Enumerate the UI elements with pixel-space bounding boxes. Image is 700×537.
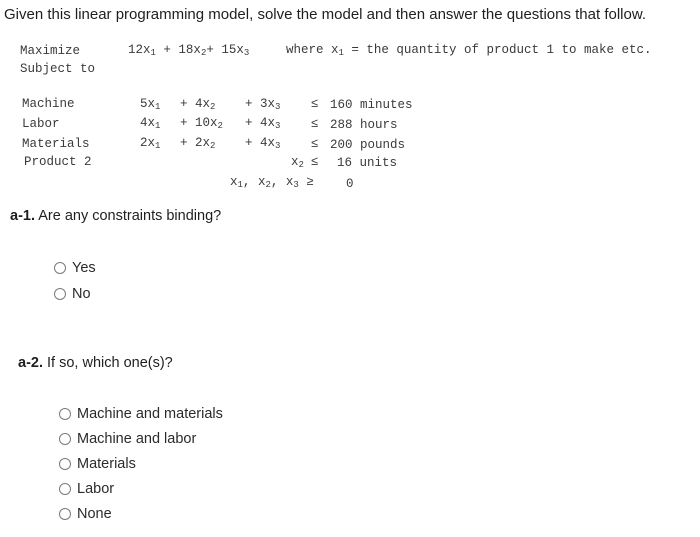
constraint-name-materials: Materials <box>22 137 90 151</box>
constraint-name-product2: Product 2 <box>24 155 92 169</box>
machine-op: ≤ <box>311 97 319 111</box>
question-a2-text: If so, which one(s)? <box>43 355 173 371</box>
labor-x1: $4x_1$ <box>140 116 161 131</box>
question-a1-text: Are any constraints binding? <box>35 208 222 224</box>
option-labor[interactable]: Labor <box>59 481 114 497</box>
option-yes[interactable]: Yes <box>54 260 96 276</box>
radio-icon[interactable] <box>54 288 66 300</box>
radio-icon[interactable] <box>59 408 71 420</box>
option-materials[interactable]: Materials <box>59 456 136 472</box>
product2-op: ≤ <box>311 155 319 169</box>
machine-x2: + $4x_2$ <box>180 97 216 112</box>
labor-x2: + $10x_2$ <box>180 116 223 131</box>
option-machine-and-labor[interactable]: Machine and labor <box>59 431 196 447</box>
materials-op: ≤ <box>311 137 319 151</box>
question-a1-label: a-1. <box>10 208 35 224</box>
materials-x3: + $4x_3$ <box>245 136 281 151</box>
subject-to-label: Subject to <box>20 62 96 76</box>
question-a2 <box>18 355 173 371</box>
nonneg-vars: $x_1$, $x_2$, $x_3$ ≥ <box>230 175 314 190</box>
objective-term-2: + 18x <box>155 43 201 57</box>
option-none[interactable]: None <box>59 506 112 522</box>
labor-rhs: 288 hours <box>330 118 398 132</box>
maximize-label: Maximize <box>20 44 81 58</box>
radio-icon[interactable] <box>59 433 71 445</box>
objective-function <box>128 43 249 58</box>
question-a2-label: a-2. <box>18 355 43 371</box>
product2-var: $x_2$ <box>291 155 304 170</box>
constraint-name-labor: Labor <box>22 117 60 131</box>
materials-rhs: 200 pounds <box>330 138 406 152</box>
page-title: Given this linear programming model, solve the model and then answer the questions that follow. <box>4 6 647 23</box>
labor-op: ≤ <box>311 117 319 131</box>
radio-icon[interactable] <box>54 262 66 274</box>
product2-rhs: 16 units <box>337 156 398 170</box>
machine-x1: $5x_1$ <box>140 97 161 112</box>
question-a1 <box>10 208 221 224</box>
constraint-name-machine: Machine <box>22 97 75 111</box>
materials-x2: + $2x_2$ <box>180 136 216 151</box>
radio-icon[interactable] <box>59 458 71 470</box>
where-post: = the quantity of product 1 to make etc. <box>343 43 652 57</box>
radio-icon[interactable] <box>59 483 71 495</box>
sub-1: 1 <box>150 48 156 58</box>
sub-3: 3 <box>243 48 250 58</box>
option-no[interactable]: No <box>54 286 91 302</box>
where-pre: where x <box>286 43 339 57</box>
machine-x3: + $3x_3$ <box>245 97 281 112</box>
objective-term-3: + 15x <box>206 43 244 57</box>
objective-term-1: 12x <box>128 43 151 57</box>
radio-icon[interactable] <box>59 508 71 520</box>
where-sub: 1 <box>338 48 344 58</box>
sub-2: 2 <box>200 48 207 58</box>
where-note <box>286 43 651 58</box>
nonneg-rhs: 0 <box>346 177 354 191</box>
labor-x3: + $4x_3$ <box>245 116 281 131</box>
option-machine-and-materials[interactable]: Machine and materials <box>59 406 223 422</box>
materials-x1: $2x_1$ <box>140 136 161 151</box>
machine-rhs: 160 minutes <box>330 98 413 112</box>
